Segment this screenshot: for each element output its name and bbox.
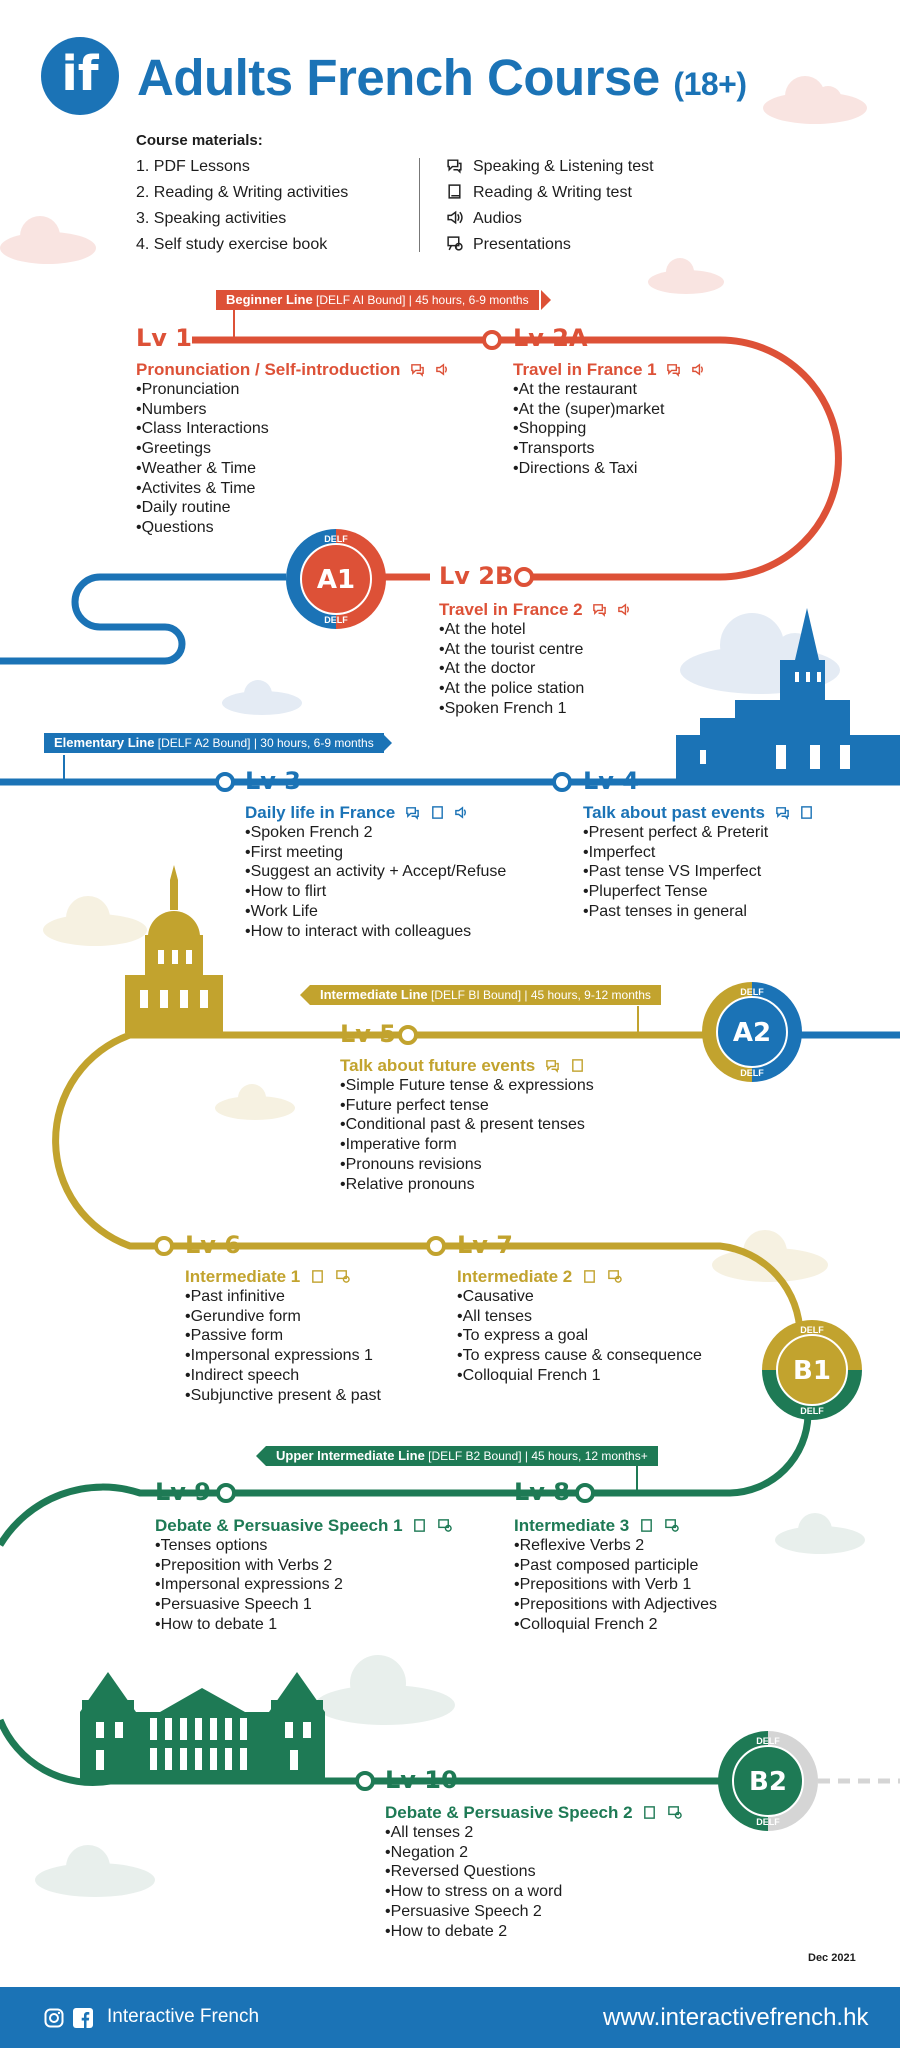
delf-a1-badge [286,529,386,629]
level-1-topics [136,380,269,538]
speech-bubbles-icon [410,362,425,377]
topic-item: • How to flirt [245,882,506,902]
speech-bubbles-icon [446,157,463,174]
topic-item: • Passive form [185,1326,381,1346]
website-link[interactable]: www.interactivefrench.hk [603,2004,869,2031]
intermediate-line-banner: Intermediate Line [DELF BI Bound] | 45 hours, 9-12 months [310,985,661,1005]
topic-item: • Present perfect & Preterit [583,823,768,843]
level-5-title: Talk about future events [340,1056,585,1076]
topic-item: • Reflexive Verbs 2 [514,1536,717,1556]
book-icon [310,1269,325,1284]
topic-item: • Negation 2 [385,1843,562,1863]
level-2a-topics [513,380,664,479]
topic-item: • Questions [136,518,269,538]
instagram-icon[interactable] [44,2008,64,2028]
svg-text:DELF: DELF [800,1325,824,1335]
topic-item: • All tenses 2 [385,1823,562,1843]
level-3-topics [245,823,506,941]
topic-item: • Subjunctive present & past [185,1386,381,1406]
level-4-topics [583,823,768,922]
topic-item: • Relative pronouns [340,1175,594,1195]
topic-item: • Activites & Time [136,479,269,499]
svg-text:DELF: DELF [324,615,348,625]
topic-item: • How to interact with colleagues [245,922,506,942]
beginner-line-banner: Beginner Line [DELF AI Bound] | 45 hours, 6-9 months [216,290,539,310]
presentation-icon [607,1269,622,1284]
level-5-topics [340,1076,594,1194]
publication-date: Dec 2021 [808,1952,856,1964]
topic-item: • At the (super)market [513,400,664,420]
level-7-topics [457,1287,702,1386]
footer [0,1987,900,2048]
level-2b-label: Lv 2B [439,562,514,590]
materials-item: Speaking & Listening test [446,154,654,180]
speaker-icon [691,362,706,377]
topic-item: • Imperfect [583,843,768,863]
topic-item: • All tenses [457,1307,702,1327]
level-3-title: Daily life in France [245,803,469,823]
level-5-label: Lv 5 [340,1020,396,1048]
topic-item: • Simple Future tense & expressions [340,1076,594,1096]
topic-item: • Weather & Time [136,459,269,479]
svg-text:DELF: DELF [324,534,348,544]
svg-text:A1: A1 [316,565,356,595]
svg-text:A2: A2 [732,1018,772,1048]
topic-item: • Future perfect tense [340,1096,594,1116]
topic-item: • Persuasive Speech 1 [155,1595,343,1615]
topic-item: • Greetings [136,439,269,459]
speech-bubbles-icon [775,805,790,820]
svg-text:DELF: DELF [740,1068,764,1078]
speech-bubbles-icon [405,805,420,820]
delf-a2-badge [702,982,802,1082]
topic-item: • Gerundive form [185,1307,381,1327]
level-7-label: Lv 7 [457,1231,513,1259]
speaker-icon [617,602,632,617]
book-icon [430,805,445,820]
speaker-icon [435,362,450,377]
topic-item: • To express cause & consequence [457,1346,702,1366]
svg-text:DELF: DELF [756,1817,780,1827]
topic-item: • Colloquial French 1 [457,1366,702,1386]
delf-b2-badge [718,1731,818,1831]
level-6-title: Intermediate 1 [185,1267,350,1287]
level-3-label: Lv 3 [245,767,301,795]
level-9-label: Lv 9 [155,1478,211,1506]
topic-item: • Preposition with Verbs 2 [155,1556,343,1576]
topic-item: • Daily routine [136,498,269,518]
book-icon [799,805,814,820]
level-9-title: Debate & Persuasive Speech 1 [155,1516,452,1536]
topic-item: • Colloquial French 2 [514,1615,717,1635]
topic-item: • Prepositions with Adjectives [514,1595,717,1615]
title-age-suffix: (18+) [673,66,747,102]
page-title [137,48,747,107]
cloud-decoration [0,76,867,294]
book-icon [570,1058,585,1073]
level-10-topics [385,1823,562,1941]
materials-item: 3. Speaking activities [136,210,287,227]
topic-item: • At the hotel [439,620,584,640]
topic-item: • Past infinitive [185,1287,381,1307]
topic-item: • Tenses options [155,1536,343,1556]
topic-item: • Spoken French 1 [439,699,584,719]
materials-heading: Course materials: [136,132,263,149]
topic-item: • Past composed participle [514,1556,717,1576]
topic-item: • Class Interactions [136,419,269,439]
topic-item: • Indirect speech [185,1366,381,1386]
level-8-label: Lv 8 [514,1478,570,1506]
speech-bubbles-icon [592,602,607,617]
book-icon [412,1518,427,1533]
presentation-icon [437,1518,452,1533]
level-1-label: Lv 1 [136,324,192,352]
level-9-topics [155,1536,343,1635]
level-6-label: Lv 6 [185,1231,241,1259]
svg-text:B1: B1 [793,1356,831,1386]
interactive-french-logo: if [41,37,119,115]
topic-item: • Pronunciation [136,380,269,400]
topic-item: • At the tourist centre [439,640,584,660]
topic-item: • Reversed Questions [385,1862,562,1882]
topic-item: • Imperative form [340,1135,594,1155]
level-2b-topics [439,620,584,719]
topic-item: • Work Life [245,902,506,922]
svg-text:DELF: DELF [740,987,764,997]
presentation-icon [446,235,463,252]
materials-item: 2. Reading & Writing activities [136,184,349,201]
speaker-icon [446,209,463,226]
level-2b-title: Travel in France 2 [439,600,632,620]
speaker-icon [454,805,469,820]
level-4-title: Talk about past events [583,803,814,823]
topic-item: • Shopping [513,419,664,439]
topic-item: • Conditional past & present tenses [340,1115,594,1135]
elementary-line-banner: Elementary Line [DELF A2 Bound] | 30 hours, 6-9 months [44,733,384,753]
materials-item: Reading & Writing test [446,180,654,206]
topic-item: • At the restaurant [513,380,664,400]
topic-item: • At the doctor [439,659,584,679]
materials-divider [419,158,420,252]
facebook-icon[interactable] [73,2008,93,2028]
topic-item: • Numbers [136,400,269,420]
svg-text:B2: B2 [749,1767,787,1797]
topic-item: • Causative [457,1287,702,1307]
presentation-icon [664,1518,679,1533]
materials-item: Presentations [446,232,654,258]
svg-text:DELF: DELF [756,1736,780,1746]
level-6-topics [185,1287,381,1405]
footer-brand: Interactive French [107,2006,260,2027]
topic-item: • To express a goal [457,1326,702,1346]
level-2a-title: Travel in France 1 [513,360,706,380]
topic-item: • Impersonal expressions 1 [185,1346,381,1366]
level-10-title: Debate & Persuasive Speech 2 [385,1803,682,1823]
book-icon [642,1805,657,1820]
topic-item: • How to debate 1 [155,1615,343,1635]
topic-item: • How to debate 2 [385,1922,562,1942]
level-7-title: Intermediate 2 [457,1267,622,1287]
topic-item: • Past tense VS Imperfect [583,862,768,882]
topic-item: • Persuasive Speech 2 [385,1902,562,1922]
topic-item: • Pronouns revisions [340,1155,594,1175]
topic-item: • Directions & Taxi [513,459,664,479]
topic-item: • First meeting [245,843,506,863]
materials-item: 4. Self study exercise book [136,236,328,253]
level-8-topics [514,1536,717,1635]
level-10-label: Lv 10 [385,1766,458,1794]
topic-item: • Pluperfect Tense [583,882,768,902]
topic-item: • Suggest an activity + Accept/Refuse [245,862,506,882]
upper-intermediate-line-banner: Upper Intermediate Line [DELF B2 Bound] | 45 hours, 12 months+ [266,1446,658,1466]
les-invalides-illustration [125,865,223,1033]
svg-text:DELF: DELF [800,1406,824,1416]
presentation-icon [667,1805,682,1820]
speech-bubbles-icon [666,362,681,377]
level-2a-label: Lv 2A [513,324,588,352]
topic-item: • Past tenses in general [583,902,768,922]
topic-item: • Impersonal expressions 2 [155,1575,343,1595]
delf-b1-badge [762,1320,862,1420]
materials-list-right [446,154,654,258]
topic-item: • How to stress on a word [385,1882,562,1902]
topic-item: • At the police station [439,679,584,699]
book-icon [446,183,463,200]
book-icon [582,1269,597,1284]
materials-item: 1. PDF Lessons [136,158,250,175]
materials-item: Audios [446,206,654,232]
level-8-title: Intermediate 3 [514,1516,679,1536]
topic-item: • Transports [513,439,664,459]
book-icon [639,1518,654,1533]
speech-bubbles-icon [545,1058,560,1073]
title-text: Adults French Course [137,49,660,106]
level-1-title: Pronunciation / Self-introduction [136,360,450,380]
materials-list-left [136,154,348,258]
level-4-label: Lv 4 [583,767,639,795]
topic-item: • Spoken French 2 [245,823,506,843]
presentation-icon [335,1269,350,1284]
topic-item: • Prepositions with Verb 1 [514,1575,717,1595]
